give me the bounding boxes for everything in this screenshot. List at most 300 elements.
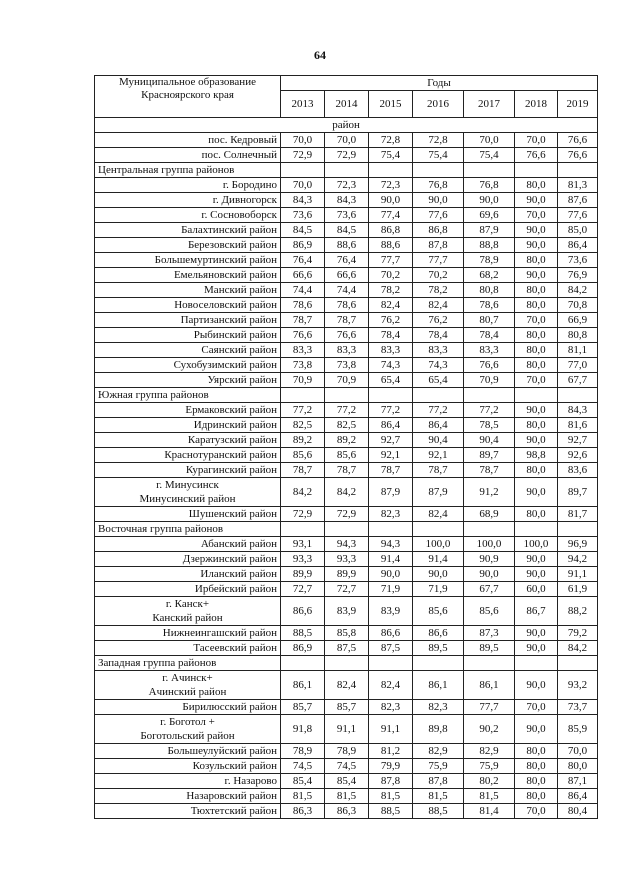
value-cell bbox=[558, 388, 598, 403]
value-cell: 85,4 bbox=[325, 774, 369, 789]
value-cell: 87,9 bbox=[413, 478, 464, 507]
value-cell: 91,2 bbox=[464, 478, 515, 507]
value-cell: 65,4 bbox=[413, 373, 464, 388]
value-cell: 72,7 bbox=[281, 582, 325, 597]
value-cell: 85,8 bbox=[325, 626, 369, 641]
table-row bbox=[95, 133, 598, 148]
table-row bbox=[95, 671, 598, 700]
table-row bbox=[95, 238, 598, 253]
value-cell: 78,2 bbox=[413, 283, 464, 298]
value-cell: 78,9 bbox=[464, 253, 515, 268]
value-cell: 70,0 bbox=[515, 373, 558, 388]
value-cell: 84,5 bbox=[281, 223, 325, 238]
table-row bbox=[95, 343, 598, 358]
value-cell: 90,0 bbox=[369, 567, 413, 582]
value-cell: 92,1 bbox=[369, 448, 413, 463]
row-name-cell: Емельяновский район bbox=[95, 268, 281, 283]
value-cell: 77,7 bbox=[369, 253, 413, 268]
value-cell: 76,4 bbox=[281, 253, 325, 268]
year-header: 2016 bbox=[413, 91, 464, 118]
value-cell: 90,4 bbox=[413, 433, 464, 448]
row-name-line1: г. Ачинск+ bbox=[162, 672, 213, 684]
row-name-cell: Ирбейский район bbox=[95, 582, 281, 597]
value-cell bbox=[413, 522, 464, 537]
value-cell: 80,0 bbox=[515, 298, 558, 313]
value-cell: 72,9 bbox=[281, 148, 325, 163]
value-cell: 81,3 bbox=[558, 178, 598, 193]
value-cell: 88,6 bbox=[325, 238, 369, 253]
value-cell: 85,0 bbox=[558, 223, 598, 238]
value-cell: 89,5 bbox=[413, 641, 464, 656]
value-cell: 89,9 bbox=[325, 567, 369, 582]
row-name-cell: Большеулуйский район bbox=[95, 744, 281, 759]
table-row bbox=[95, 373, 598, 388]
value-cell: 77,2 bbox=[464, 403, 515, 418]
row-name-cell bbox=[95, 478, 281, 507]
value-cell: 90,0 bbox=[464, 193, 515, 208]
value-cell: 90,0 bbox=[515, 478, 558, 507]
value-cell bbox=[325, 656, 369, 671]
value-cell: 86,1 bbox=[281, 671, 325, 700]
value-cell: 80,0 bbox=[515, 759, 558, 774]
row-name-cell: Березовский район bbox=[95, 238, 281, 253]
value-cell: 100,0 bbox=[413, 537, 464, 552]
value-cell: 81,2 bbox=[369, 744, 413, 759]
value-cell: 90,0 bbox=[515, 433, 558, 448]
value-cell: 70,9 bbox=[281, 373, 325, 388]
value-cell: 76,6 bbox=[515, 148, 558, 163]
value-cell: 89,7 bbox=[558, 478, 598, 507]
value-cell: 76,6 bbox=[464, 358, 515, 373]
value-cell: 90,0 bbox=[515, 223, 558, 238]
table-row bbox=[95, 223, 598, 238]
value-cell: 92,1 bbox=[413, 448, 464, 463]
value-cell: 67,7 bbox=[558, 373, 598, 388]
value-cell: 82,4 bbox=[325, 671, 369, 700]
value-cell: 82,5 bbox=[281, 418, 325, 433]
row-name-cell: Тасеевский район bbox=[95, 641, 281, 656]
value-cell: 85,6 bbox=[413, 597, 464, 626]
value-cell: 69,6 bbox=[464, 208, 515, 223]
value-cell: 81,1 bbox=[558, 343, 598, 358]
table-row bbox=[95, 433, 598, 448]
year-header: 2018 bbox=[515, 91, 558, 118]
value-cell: 70,9 bbox=[325, 373, 369, 388]
value-cell: 87,5 bbox=[325, 641, 369, 656]
value-cell: 86,4 bbox=[369, 418, 413, 433]
value-cell: 91,1 bbox=[369, 715, 413, 744]
table-row bbox=[95, 522, 598, 537]
value-cell: 90,0 bbox=[515, 403, 558, 418]
value-cell bbox=[413, 656, 464, 671]
data-table bbox=[94, 75, 598, 819]
value-cell: 72,7 bbox=[325, 582, 369, 597]
value-cell: 70,0 bbox=[281, 133, 325, 148]
page-number: 64 bbox=[314, 48, 326, 62]
value-cell: 91,1 bbox=[325, 715, 369, 744]
row-name-cell: г. Дивногорск bbox=[95, 193, 281, 208]
table-row bbox=[95, 715, 598, 744]
value-cell: 84,2 bbox=[558, 283, 598, 298]
value-cell: 82,4 bbox=[413, 298, 464, 313]
value-cell: 76,4 bbox=[325, 253, 369, 268]
value-cell: 78,6 bbox=[325, 298, 369, 313]
value-cell: 90,4 bbox=[464, 433, 515, 448]
value-cell: 78,7 bbox=[413, 463, 464, 478]
value-cell: 78,5 bbox=[464, 418, 515, 433]
value-cell: 74,3 bbox=[413, 358, 464, 373]
value-cell: 76,8 bbox=[413, 178, 464, 193]
value-cell: 84,2 bbox=[558, 641, 598, 656]
value-cell: 70,0 bbox=[515, 208, 558, 223]
table-row bbox=[95, 118, 598, 133]
table-row bbox=[95, 582, 598, 597]
value-cell bbox=[558, 163, 598, 178]
value-cell: 83,3 bbox=[369, 343, 413, 358]
value-cell: 70,0 bbox=[515, 804, 558, 819]
value-cell: 100,0 bbox=[464, 537, 515, 552]
value-cell: 77,2 bbox=[281, 403, 325, 418]
value-cell: 83,3 bbox=[281, 343, 325, 358]
value-cell: 70,0 bbox=[515, 700, 558, 715]
row-name-cell: Балахтинский район bbox=[95, 223, 281, 238]
value-cell: 86,7 bbox=[515, 597, 558, 626]
value-cell: 79,2 bbox=[558, 626, 598, 641]
value-cell: 74,5 bbox=[325, 759, 369, 774]
value-cell: 75,4 bbox=[464, 148, 515, 163]
value-cell: 96,9 bbox=[558, 537, 598, 552]
value-cell: 92,6 bbox=[558, 448, 598, 463]
value-cell: 86,4 bbox=[558, 789, 598, 804]
year-header: 2019 bbox=[558, 91, 598, 118]
value-cell: 65,4 bbox=[369, 373, 413, 388]
value-cell: 88,5 bbox=[413, 804, 464, 819]
value-cell bbox=[281, 163, 325, 178]
value-cell: 87,8 bbox=[413, 238, 464, 253]
value-cell: 78,7 bbox=[281, 313, 325, 328]
value-cell: 80,0 bbox=[515, 328, 558, 343]
table-row bbox=[95, 193, 598, 208]
table-row bbox=[95, 478, 598, 507]
value-cell: 87,3 bbox=[464, 626, 515, 641]
value-cell: 80,0 bbox=[515, 463, 558, 478]
value-cell: 74,4 bbox=[281, 283, 325, 298]
value-cell: 77,2 bbox=[325, 403, 369, 418]
value-cell bbox=[281, 522, 325, 537]
value-cell: 92,7 bbox=[369, 433, 413, 448]
value-cell bbox=[464, 656, 515, 671]
value-cell: 73,8 bbox=[325, 358, 369, 373]
row-name-cell bbox=[95, 715, 281, 744]
value-cell: 80,0 bbox=[515, 253, 558, 268]
value-cell: 76,6 bbox=[558, 133, 598, 148]
value-cell: 75,4 bbox=[369, 148, 413, 163]
value-cell: 86,6 bbox=[413, 626, 464, 641]
value-cell: 76,6 bbox=[325, 328, 369, 343]
value-cell: 74,3 bbox=[369, 358, 413, 373]
value-cell: 93,3 bbox=[281, 552, 325, 567]
value-cell: 80,0 bbox=[515, 744, 558, 759]
value-cell: 84,2 bbox=[281, 478, 325, 507]
value-cell: 90,0 bbox=[515, 715, 558, 744]
row-name-cell: Идринский район bbox=[95, 418, 281, 433]
row-name-cell: Бирилюсский район bbox=[95, 700, 281, 715]
row-name-line2: Боготольский район bbox=[140, 730, 235, 742]
value-cell: 74,4 bbox=[325, 283, 369, 298]
value-cell: 91,4 bbox=[369, 552, 413, 567]
value-cell: 81,7 bbox=[558, 507, 598, 522]
value-cell: 87,6 bbox=[558, 193, 598, 208]
value-cell: 73,8 bbox=[281, 358, 325, 373]
table-body bbox=[95, 118, 598, 819]
value-cell: 88,5 bbox=[369, 804, 413, 819]
table-row bbox=[95, 253, 598, 268]
value-cell: 88,6 bbox=[369, 238, 413, 253]
value-cell: 75,9 bbox=[464, 759, 515, 774]
year-header: 2013 bbox=[281, 91, 325, 118]
value-cell: 78,9 bbox=[281, 744, 325, 759]
value-cell: 81,5 bbox=[369, 789, 413, 804]
row-name-cell: Большемуртинский район bbox=[95, 253, 281, 268]
table-row bbox=[95, 313, 598, 328]
value-cell: 90,0 bbox=[413, 193, 464, 208]
value-cell: 76,9 bbox=[558, 268, 598, 283]
row-name-line2: Ачинский район bbox=[148, 686, 227, 698]
value-cell: 81,5 bbox=[281, 789, 325, 804]
table-row bbox=[95, 418, 598, 433]
year-header: 2014 bbox=[325, 91, 369, 118]
value-cell: 89,7 bbox=[464, 448, 515, 463]
row-name-line1: г. Боготол + bbox=[160, 716, 215, 728]
value-cell: 78,7 bbox=[464, 463, 515, 478]
table-row bbox=[95, 744, 598, 759]
row-name-cell: г. Назарово bbox=[95, 774, 281, 789]
row-name-cell: Абанский район bbox=[95, 537, 281, 552]
value-cell: 98,8 bbox=[515, 448, 558, 463]
row-name-line2: Канский район bbox=[152, 612, 223, 624]
value-cell: 80,0 bbox=[515, 178, 558, 193]
value-cell: 80,0 bbox=[515, 774, 558, 789]
value-cell: 66,6 bbox=[325, 268, 369, 283]
row-name-cell: г. Бородино bbox=[95, 178, 281, 193]
row-name-cell: пос. Кедровый bbox=[95, 133, 281, 148]
value-cell bbox=[413, 163, 464, 178]
value-cell: 72,3 bbox=[325, 178, 369, 193]
value-cell bbox=[369, 163, 413, 178]
row-name-cell: Манский район bbox=[95, 283, 281, 298]
value-cell: 72,8 bbox=[369, 133, 413, 148]
value-cell: 75,4 bbox=[413, 148, 464, 163]
value-cell: 86,8 bbox=[369, 223, 413, 238]
value-cell: 85,6 bbox=[325, 448, 369, 463]
value-cell: 86,1 bbox=[464, 671, 515, 700]
value-cell: 83,3 bbox=[464, 343, 515, 358]
row-name-cell: Краснотуранский район bbox=[95, 448, 281, 463]
value-cell: 84,3 bbox=[281, 193, 325, 208]
value-cell: 82,4 bbox=[369, 298, 413, 313]
row-name-cell: Рыбинский район bbox=[95, 328, 281, 343]
value-cell: 85,9 bbox=[558, 715, 598, 744]
value-cell: 81,5 bbox=[413, 789, 464, 804]
value-cell: 66,9 bbox=[558, 313, 598, 328]
row-name-cell bbox=[95, 597, 281, 626]
value-cell: 90,0 bbox=[515, 626, 558, 641]
value-cell: 90,0 bbox=[515, 552, 558, 567]
row-name-cell: Шушенский район bbox=[95, 507, 281, 522]
value-cell: 82,4 bbox=[369, 671, 413, 700]
value-cell: 74,5 bbox=[281, 759, 325, 774]
value-cell: 85,6 bbox=[281, 448, 325, 463]
value-cell: 80,8 bbox=[464, 283, 515, 298]
value-cell: 86,9 bbox=[281, 238, 325, 253]
value-cell: 73,6 bbox=[558, 253, 598, 268]
value-cell bbox=[464, 163, 515, 178]
row-name-cell: Саянский район bbox=[95, 343, 281, 358]
value-cell: 94,3 bbox=[325, 537, 369, 552]
value-cell: 91,1 bbox=[558, 567, 598, 582]
row-name-cell: Ермаковский район bbox=[95, 403, 281, 418]
value-cell: 82,3 bbox=[369, 700, 413, 715]
value-cell: 87,8 bbox=[413, 774, 464, 789]
value-cell bbox=[325, 522, 369, 537]
value-cell: 94,3 bbox=[369, 537, 413, 552]
value-cell: 77,0 bbox=[558, 358, 598, 373]
value-cell: 83,6 bbox=[558, 463, 598, 478]
value-cell: 83,3 bbox=[413, 343, 464, 358]
value-cell: 72,8 bbox=[413, 133, 464, 148]
table-row bbox=[95, 283, 598, 298]
value-cell: 84,3 bbox=[325, 193, 369, 208]
row-name-line2: Минусинский район bbox=[139, 493, 236, 505]
value-cell: 70,0 bbox=[464, 133, 515, 148]
value-cell: 70,2 bbox=[369, 268, 413, 283]
value-cell: 86,3 bbox=[281, 804, 325, 819]
row-name-line1: г. Минусинск bbox=[156, 479, 219, 491]
value-cell: 82,3 bbox=[369, 507, 413, 522]
table-row bbox=[95, 178, 598, 193]
value-cell: 66,6 bbox=[281, 268, 325, 283]
value-cell: 82,3 bbox=[413, 700, 464, 715]
value-cell bbox=[515, 522, 558, 537]
value-cell: 89,8 bbox=[413, 715, 464, 744]
value-cell bbox=[325, 163, 369, 178]
value-cell: 80,7 bbox=[464, 313, 515, 328]
value-cell: 85,4 bbox=[281, 774, 325, 789]
value-cell bbox=[558, 522, 598, 537]
table-row bbox=[95, 567, 598, 582]
value-cell: 70,8 bbox=[558, 298, 598, 313]
table-row bbox=[95, 403, 598, 418]
table-row bbox=[95, 163, 598, 178]
value-cell: 80,0 bbox=[515, 418, 558, 433]
value-cell: 78,7 bbox=[325, 463, 369, 478]
value-cell: 80,2 bbox=[464, 774, 515, 789]
value-cell: 73,6 bbox=[281, 208, 325, 223]
value-cell: 61,9 bbox=[558, 582, 598, 597]
value-cell: 81,5 bbox=[325, 789, 369, 804]
value-cell bbox=[281, 388, 325, 403]
table-row bbox=[95, 641, 598, 656]
value-cell: 85,6 bbox=[464, 597, 515, 626]
value-cell: 86,6 bbox=[281, 597, 325, 626]
value-cell: 88,2 bbox=[558, 597, 598, 626]
row-name-cell: Южная группа районов bbox=[95, 388, 281, 403]
table-row bbox=[95, 358, 598, 373]
value-cell: 72,9 bbox=[325, 148, 369, 163]
value-cell: 89,9 bbox=[281, 567, 325, 582]
value-cell: 77,6 bbox=[413, 208, 464, 223]
value-cell: 90,0 bbox=[413, 567, 464, 582]
value-cell bbox=[515, 388, 558, 403]
value-cell bbox=[369, 522, 413, 537]
value-cell: 94,2 bbox=[558, 552, 598, 567]
value-cell: 83,9 bbox=[325, 597, 369, 626]
value-cell: 78,7 bbox=[325, 313, 369, 328]
value-cell: 86,3 bbox=[325, 804, 369, 819]
value-cell: 86,1 bbox=[413, 671, 464, 700]
value-cell: 80,0 bbox=[558, 759, 598, 774]
value-cell: 78,7 bbox=[281, 463, 325, 478]
table-row bbox=[95, 700, 598, 715]
value-cell: 70,0 bbox=[515, 313, 558, 328]
value-cell: 90,0 bbox=[515, 238, 558, 253]
value-cell: 78,6 bbox=[281, 298, 325, 313]
value-cell: 78,4 bbox=[369, 328, 413, 343]
value-cell: 84,5 bbox=[325, 223, 369, 238]
value-cell: 90,0 bbox=[515, 671, 558, 700]
value-cell: 86,4 bbox=[413, 418, 464, 433]
row-name-cell: Козульский район bbox=[95, 759, 281, 774]
value-cell: 76,6 bbox=[281, 328, 325, 343]
value-cell: 87,9 bbox=[464, 223, 515, 238]
header-row-1 bbox=[95, 76, 598, 91]
value-cell: 82,4 bbox=[413, 507, 464, 522]
value-cell: 93,3 bbox=[325, 552, 369, 567]
value-cell: 86,8 bbox=[413, 223, 464, 238]
value-cell: 88,8 bbox=[464, 238, 515, 253]
table-row bbox=[95, 804, 598, 819]
value-cell: 70,0 bbox=[325, 133, 369, 148]
value-cell: 70,9 bbox=[464, 373, 515, 388]
table-row bbox=[95, 759, 598, 774]
row-name-cell: Восточная группа районов bbox=[95, 522, 281, 537]
value-cell: 87,9 bbox=[369, 478, 413, 507]
value-cell: 84,3 bbox=[558, 403, 598, 418]
value-cell: 90,2 bbox=[464, 715, 515, 744]
row-name-line1: г. Канск+ bbox=[165, 598, 210, 610]
value-cell: 86,6 bbox=[369, 626, 413, 641]
row-name-cell: Курагинский район bbox=[95, 463, 281, 478]
value-cell: 68,2 bbox=[464, 268, 515, 283]
value-cell: 77,7 bbox=[413, 253, 464, 268]
value-cell: 78,9 bbox=[325, 744, 369, 759]
value-cell: 93,1 bbox=[281, 537, 325, 552]
value-cell: 68,9 bbox=[464, 507, 515, 522]
row-name-cell: Нижнеингашский район bbox=[95, 626, 281, 641]
value-cell: 78,4 bbox=[464, 328, 515, 343]
row-name-cell: Назаровский район bbox=[95, 789, 281, 804]
value-cell: 81,6 bbox=[558, 418, 598, 433]
table-row bbox=[95, 328, 598, 343]
row-name-cell: Тюхтетский район bbox=[95, 804, 281, 819]
value-cell: 85,7 bbox=[325, 700, 369, 715]
years-header: Годы bbox=[281, 76, 598, 91]
value-cell: 90,9 bbox=[464, 552, 515, 567]
value-cell: 70,0 bbox=[515, 133, 558, 148]
table-row bbox=[95, 388, 598, 403]
row-name-cell: Иланский район bbox=[95, 567, 281, 582]
value-cell: 80,0 bbox=[515, 283, 558, 298]
